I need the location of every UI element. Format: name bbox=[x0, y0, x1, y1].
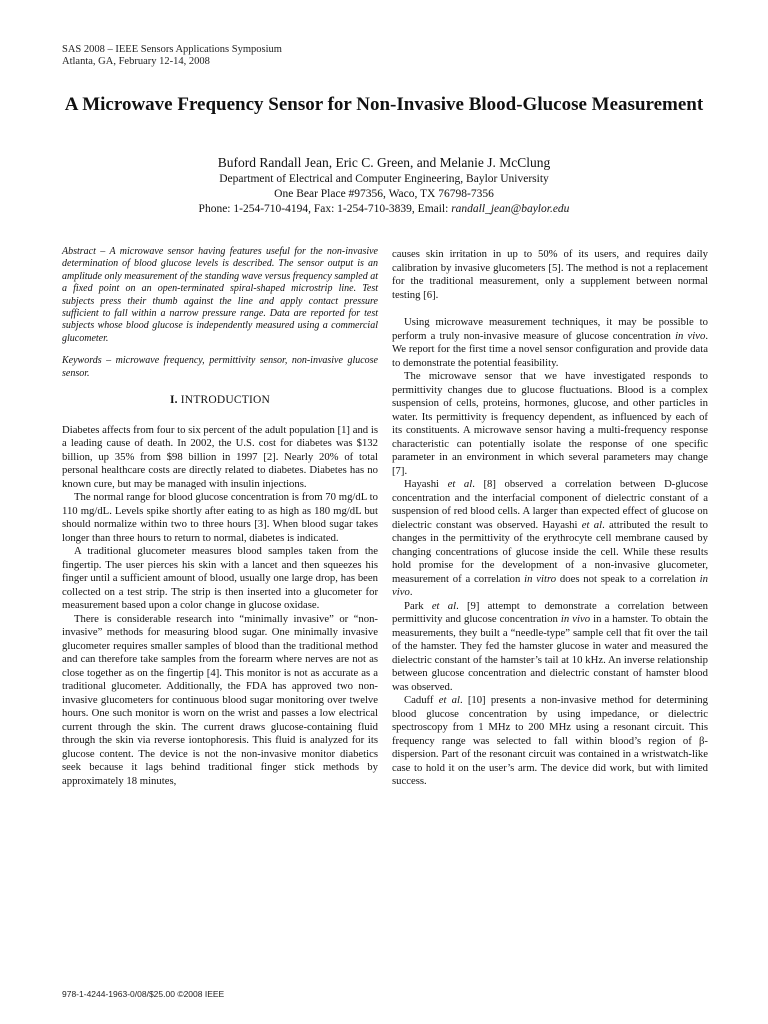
italic-term: in vivo bbox=[675, 329, 706, 342]
section-heading-introduction bbox=[62, 394, 378, 408]
text-run: . [8] observed a correlation between D-glucose concentration and the interfacial component of dielectric constant of a suspension of red blood cells. A larger than expected effect of glucose on dielectric constant was observed. Hayashi bbox=[392, 478, 708, 531]
italic-term: in vivo bbox=[560, 613, 591, 625]
text-run: Using microwave measurement techniques, it may be possible to perform a truly non-invasive measure of glucose concentration bbox=[392, 316, 708, 342]
intro-paragraph-10 bbox=[392, 694, 708, 789]
contact-phone-fax: Phone: 1-254-710-4194, Fax: 1-254-710-3839, Email: bbox=[198, 203, 452, 215]
conference-location-date: Atlanta, GA, February 12-14, 2008 bbox=[62, 56, 210, 67]
section-number: I. bbox=[169, 394, 178, 407]
affiliation bbox=[60, 172, 708, 217]
affiliation-contact bbox=[60, 202, 708, 217]
right-column bbox=[392, 248, 708, 789]
copyright-footer: 978-1-4244-1963-0/08/$25.00 ©2008 IEEE bbox=[62, 989, 225, 999]
intro-paragraph-1: Diabetes affects from four to six percent of the adult population [1] and is a leading cause of death. In 2002, the U.S. cost for diabetes was $132 billion, up 35% from $98 billion in 1997 [2]. Nearly 20% of total personal healthcare costs are directly related to diabetes. Diabetes has no known cure, but may be managed with insulin injections. bbox=[62, 423, 378, 490]
text-run: . [10] presents a non-invasive method for determining blood glucose concentration by using impedance, or dielectric spectroscopy from 1 MHz to 200 MHz using a resonant circuit. This frequency range was selected to fall within blood’s region of β-dispersion. Part of the resonant circuit was contained in a wristwatch-like case to hold it on the user’s arm. The device did work, but with limited success. bbox=[392, 694, 708, 787]
text-run: Caduff bbox=[404, 694, 439, 706]
conference-name: SAS 2008 – IEEE Sensors Applications Symposium bbox=[62, 44, 282, 55]
paper-title: A Microwave Frequency Sensor for Non-Invasive Blood-Glucose Measurement bbox=[64, 94, 704, 115]
text-run: does not speak to a correlation bbox=[556, 572, 700, 585]
italic-term: in vivo bbox=[392, 572, 708, 598]
contact-email[interactable]: randall_jean@baylor.edu bbox=[451, 203, 570, 215]
italic-term: et al bbox=[447, 478, 473, 490]
section-title: INTRODUCTION bbox=[180, 394, 271, 407]
text-run: Hayashi bbox=[404, 478, 448, 490]
intro-paragraph-4: There is considerable research into “minimally invasive” or “non-invasive” methods for measuring blood sugar. One minimally invasive glucometer requires smaller samples of blood than the traditional method and can therefore take samples from the forearm where nerves are not as close together as on the fingertip [4]. This monitor is not as accurate as a traditional glucometer. Additionally, the FDA has approved two non-invasive glucometers for continuous blood sugar monitoring over twelve hours. One such monitor is worn on the wrist and passes a low electrical current through the skin. The current draws glucose-containing fluid through the skin via reverse iontophoresis. This fluid is analyzed for its glucose content. The device is not the non-invasive monitor diabetics seek because it lags behind traditional finger stick methods by approximately 18 minutes, bbox=[62, 612, 378, 787]
affiliation-address: One Bear Place #97356, Waco, TX 76798-7356 bbox=[274, 188, 494, 200]
text-run: . bbox=[409, 586, 413, 598]
left-column bbox=[62, 246, 378, 788]
intro-paragraph-3: A traditional glucometer measures blood samples taken from the fingertip. The user pierces his skin with a lancet and then squeezes his finger until a sufficient amount of blood, usually one large drop, has been collected on a test strip. The strip is then inserted into a glucometer for measurement based upon a color change in glucose oxidase. bbox=[62, 545, 378, 612]
abstract: Abstract – A microwave sensor having features useful for the non-invasive determination of blood glucose levels is described. The sensor output is an amplitude only measurement of the standing wave versus frequency sampled at a fixed point on an open-terminated spiral-shaped microstrip line. Test subjects press their thumb against the line and apply contact pressure sufficient to fall within a narrow pressure range. Data are reported for test subjects whose blood glucose is independently measured using a commercial glucometer. bbox=[62, 246, 378, 344]
intro-paragraph-5: causes skin irritation in up to 50% of its users, and requires daily calibration by invasive glucometers [5]. The method is not a replacement for the traditional measurement, only a supplement between normal testing [6]. bbox=[392, 248, 708, 301]
paper-authors: Buford Randall Jean, Eric C. Green, and Melanie J. McClung bbox=[217, 155, 551, 170]
italic-term: et al bbox=[431, 599, 457, 612]
intro-paragraph-7: The microwave sensor that we have investigated responds to permittivity changes due to glucose fluctuations. Blood is a complex suspension of cells, proteins, hormones, glucose, and other particles in water. Its permittivity is frequency dependent, as influenced by each of its constituents. A microwave sensor having a multi-frequency response characteristic can potentially isolate the response of one specific parameter in an environment in which several parameters may change [7]. bbox=[392, 370, 708, 477]
intro-paragraph-8 bbox=[392, 478, 708, 600]
italic-term: in vitro bbox=[524, 572, 557, 585]
italic-term: et al bbox=[581, 518, 603, 531]
affiliation-department: Department of Electrical and Computer Engineering, Baylor University bbox=[219, 173, 549, 185]
conference-header bbox=[62, 44, 282, 68]
italic-term: et al bbox=[438, 694, 460, 706]
intro-paragraph-9 bbox=[392, 600, 708, 695]
text-run: Park bbox=[404, 599, 432, 612]
text-run: . [9] attempt to demonstrate a correlation between permittivity and glucose concentration bbox=[392, 599, 708, 625]
intro-paragraph-6 bbox=[392, 316, 708, 370]
text-run: . attributed the result to changes in the permittivity of the erythrocyte cell membrane caused by changing concentrations of glucose inside the cell. While these results hold promise for the development of a non-invasive glucometer, measurement of a correlation bbox=[392, 518, 709, 585]
text-run: . We report for the first time a novel sensor configuration and provide data to demonstrate the potential feasibility. bbox=[392, 329, 708, 369]
keywords: Keywords – microwave frequency, permittivity sensor, non-invasive glucose sensor. bbox=[62, 355, 378, 379]
text-run: in a hamster. To obtain the measurements, they built a “needle-type” sample cell that fit over the tail of the hamster. They fed the hamster glucose in water and measured the dielectric constant of the hamster’s tail at 10 kHz. An inverse relationship between glucose concentration and dielectric constant of hamster blood was observed. bbox=[392, 613, 709, 693]
intro-paragraph-2: The normal range for blood glucose concentration is from 70 mg/dL to 110 mg/dL. Levels spike shortly after eating to as high as 180 mg/dL but should normalize within two to three hours [3]. When blood sugar takes longer than three hours to return to normal, diabetes is indicated. bbox=[62, 491, 378, 544]
